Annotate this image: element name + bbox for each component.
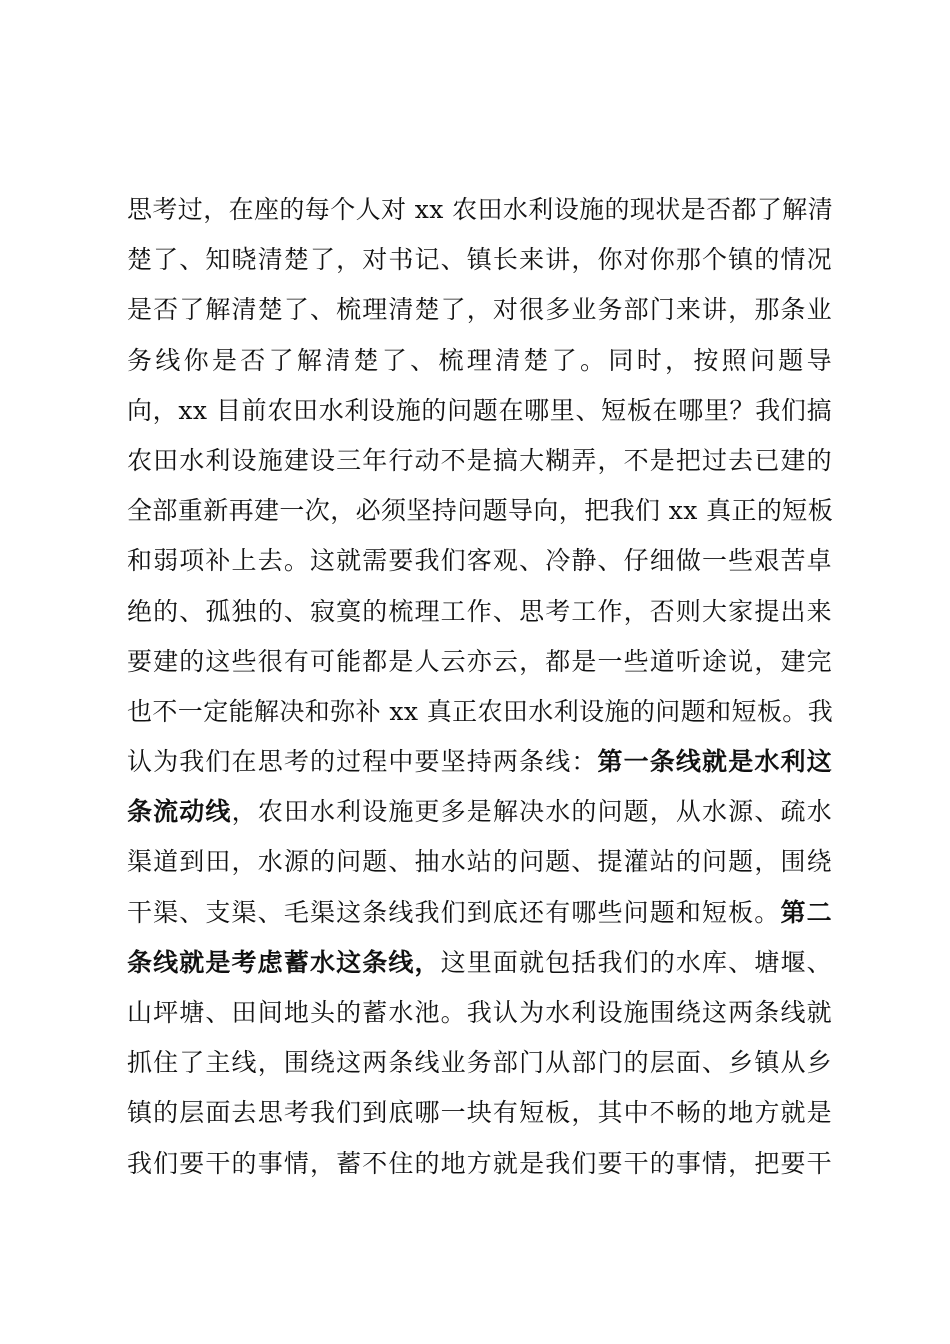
text-line <box>127 787 832 837</box>
text-run: 干渠、支渠、毛渠这条线我们到底还有哪些问题和短板。 <box>127 897 781 927</box>
text-run: 和弱项补上去。这就需要我们客观、冷静、仔细做一些艰苦卓 <box>127 546 832 576</box>
text-run: 绝的、孤独的、寂寞的梳理工作、思考工作，否则大家提出来 <box>127 596 832 626</box>
bold-text-run: 条线就是考虑蓄水这条线， <box>127 947 441 977</box>
text-run: 渠道到田，水源的问题、抽水站的问题、提灌站的问题，围绕 <box>127 847 832 877</box>
text-line <box>127 988 832 1038</box>
text-run: 是否了解清楚了、梳理清楚了，对很多业务部门来讲，那条业 <box>127 295 832 325</box>
text-run: 思考过，在座的每个人对 xx 农田水利设施的现状是否都了解清 <box>127 195 834 224</box>
text-line <box>127 837 832 887</box>
text-run: 要建的这些很有可能都是人云亦云，都是一些道听途说，建完 <box>127 646 832 676</box>
text-line <box>127 1139 832 1189</box>
text-run: 认为我们在思考的过程中要坚持两条线： <box>127 747 598 777</box>
text-line <box>127 185 832 235</box>
text-line <box>127 587 832 637</box>
text-run: 楚了、知晓清楚了，对书记、镇长来讲，你对你那个镇的情况 <box>127 245 832 275</box>
text-run: 我们要干的事情，蓄不住的地方就是我们要干的事情，把要干 <box>127 1148 832 1178</box>
bold-text-run: 第一条线就是水利这 <box>597 747 833 777</box>
text-line <box>127 1088 832 1138</box>
text-run: 镇的层面去思考我们到底哪一块有短板，其中不畅的地方就是 <box>127 1098 832 1128</box>
text-run: ，农田水利设施更多是解决水的问题，从水源、疏水 <box>231 797 833 827</box>
text-line <box>127 687 832 737</box>
body-text <box>127 185 832 1189</box>
text-line <box>127 486 832 536</box>
text-run: 向，xx 目前农田水利设施的问题在哪里、短板在哪里？我们搞 <box>127 395 832 425</box>
text-line <box>127 1038 832 1088</box>
bold-text-run: 条流动线 <box>127 797 232 827</box>
text-line <box>127 235 832 285</box>
text-run: 务线你是否了解清楚了、梳理清楚了。同时，按照问题导 <box>127 345 832 375</box>
text-run: 这里面就包括我们的水库、塘堰、 <box>440 947 832 977</box>
text-line <box>127 637 832 687</box>
text-run: 全部重新再建一次，必须坚持问题导向，把我们 xx 真正的短板 <box>127 496 834 526</box>
text-line <box>127 436 832 486</box>
text-line <box>127 938 832 988</box>
text-line <box>127 386 832 436</box>
text-run: 也不一定能解决和弥补 xx 真正农田水利设施的问题和短板。我 <box>127 696 834 726</box>
bold-text-run: 第二 <box>780 897 832 927</box>
text-line <box>127 536 832 586</box>
text-line <box>127 737 832 787</box>
text-run: 农田水利设施建设三年行动不是搞大糊弄，不是把过去已建的 <box>127 445 832 475</box>
text-run: 山坪塘、田间地头的蓄水池。我认为水利设施围绕这两条线就 <box>127 998 832 1027</box>
text-line <box>127 336 832 386</box>
text-line <box>127 888 832 938</box>
text-run: 抓住了主线，围绕这两条线业务部门从部门的层面、乡镇从乡 <box>127 1048 832 1078</box>
text-line <box>127 285 832 335</box>
